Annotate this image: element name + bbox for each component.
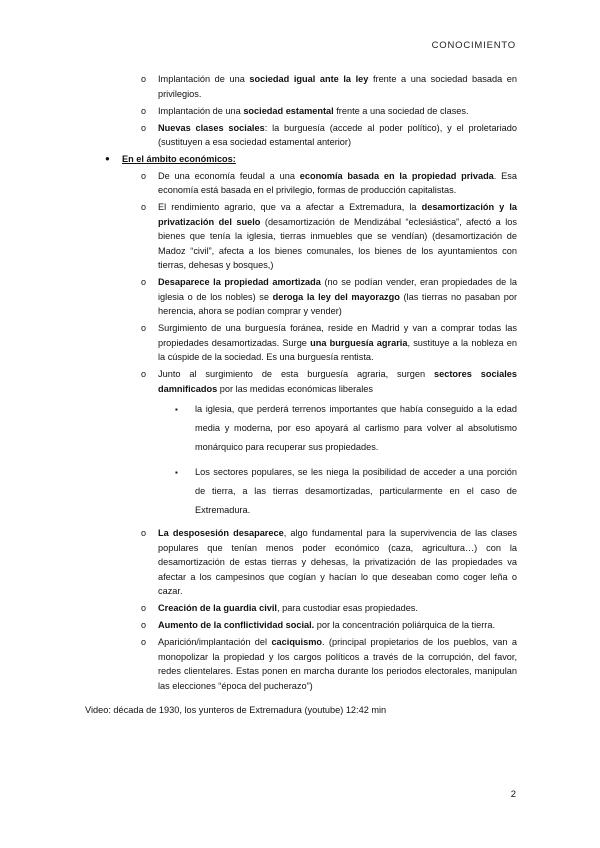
- list-item-text: El rendimiento agrario, que va a afectar a Extremadura, la desamortización y la privatización del suelo (desamortización de Mendizábal “eclesiástica”, afectó a los bienes que tenía la iglesia, tierras inmuebles que se vendían) (desamortización de Madoz “civil”, afecta a los bienes comunales, los bienes de los ayuntamientos con tierras, dehesas y bosques,): [158, 202, 517, 270]
- list-item-text: Los sectores populares, se les niega la posibilidad de acceder a una porción de tierra, a las tierras desamortizadas, particularmente en el caso de Extremadura.: [195, 467, 517, 515]
- list-item-text: la iglesia, que perderá terrenos importantes que había conseguido a la edad media y moderna, por eso apoyará al carlismo para volver al absolutismo monárquico para recuperar sus propiedades.: [195, 404, 517, 452]
- bullet-marker: o: [141, 528, 147, 538]
- page-number: 2: [510, 789, 516, 800]
- list-item: [85, 321, 517, 365]
- bullet-marker: ▪: [175, 468, 178, 477]
- bullet-marker: o: [141, 637, 147, 647]
- list-item: [85, 275, 517, 319]
- list-item: [85, 200, 517, 273]
- document-body: [85, 72, 517, 718]
- list-item-text: Implantación de una sociedad igual ante la ley frente a una sociedad basada en privilegios.: [158, 74, 517, 99]
- bullet-marker: o: [141, 105, 147, 116]
- bullet-marker: ▪: [175, 405, 178, 414]
- bullet-marker: o: [141, 202, 147, 212]
- bullet-marker: o: [141, 603, 147, 613]
- bullet-marker: o: [141, 369, 147, 379]
- bullet-dot: ●: [105, 154, 110, 163]
- after-list: [85, 526, 517, 693]
- list-item: [85, 618, 517, 633]
- bullet-marker: o: [141, 74, 147, 84]
- list-item-text: De una economía feudal a una economía basada en la propiedad privada. Esa economía está basada en el privilegio, formas de producción capitalistas.: [158, 170, 517, 195]
- section-heading: [85, 152, 517, 167]
- section-list: [85, 169, 517, 397]
- list-item: [85, 526, 517, 599]
- list-item-text: Creación de la guardia civil, para custodiar esas propiedades.: [158, 603, 418, 613]
- top-list: [85, 72, 517, 150]
- list-item: [85, 121, 517, 150]
- list-item-text: Aparición/implantación del caciquismo. (principal propietarios de los pueblos, van a monopolizar la propiedad y los cargos políticos a través de la corrupción, del favor, redes clientelares. Estas ponen en marcha durante los periodos electorales, manipulan las elecciones “época del pucherazo”): [158, 637, 517, 691]
- bullet-marker: o: [141, 122, 147, 133]
- running-header: CONOCIMIENTO: [431, 40, 516, 51]
- sub-list: [85, 400, 517, 520]
- list-item-text: Desaparece la propiedad amortizada (no se podían vender, eran propiedades de la iglesia o de los nobles) se deroga la ley del mayorazgo (las tierras no pasaban por herencia, ahora se podían comprar y vender): [158, 277, 518, 316]
- list-item: [85, 463, 517, 520]
- list-item-text: Implantación de una sociedad estamental frente a una sociedad de clases.: [158, 105, 469, 116]
- list-item: [85, 169, 517, 198]
- list-item: [85, 72, 517, 101]
- bullet-marker: o: [141, 323, 147, 333]
- list-item-text: Aumento de la conflictividad social. por la concentración poliárquica de la tierra.: [158, 620, 496, 630]
- list-item-text: Surgimiento de una burguesía foránea, reside en Madrid y van a comprar todas las propiedades desamortizadas. Surge una burguesía agraria, sustituye a la nobleza en la cúspide de la sociedad. Es una burguesía rentista.: [158, 323, 517, 362]
- list-item: [85, 400, 517, 457]
- list-item: [85, 104, 517, 119]
- list-item: [85, 635, 517, 693]
- bullet-marker: o: [141, 277, 147, 287]
- section-label: En el ámbito económicos:: [122, 154, 236, 164]
- list-item: [85, 601, 517, 616]
- list-item-text: Junto al surgimiento de esta burguesía agraria, surgen sectores sociales damnificados por las medidas económicas liberales: [158, 369, 517, 394]
- bullet-marker: o: [141, 620, 147, 630]
- list-item-text: La desposesión desaparece, algo fundamental para la supervivencia de las clases populares que tenían menos poder económico (caza, agricultura…) con la desamortización de estas tierras y dehesas, la privatización de las propiedades va afectar a los campesinos que cogían y hacían lo que deseaban como coger leña o cazar.: [158, 528, 517, 596]
- video-note: Video: década de 1930, los yunteros de Extremadura (youtube) 12:42 min: [85, 705, 387, 715]
- bullet-marker: o: [141, 170, 147, 181]
- list-item-text: Nuevas clases sociales: la burguesía (accede al poder político), y el proletariado (sustituyen a esa sociedad estamental anterior): [158, 122, 517, 147]
- list-item: [85, 367, 517, 396]
